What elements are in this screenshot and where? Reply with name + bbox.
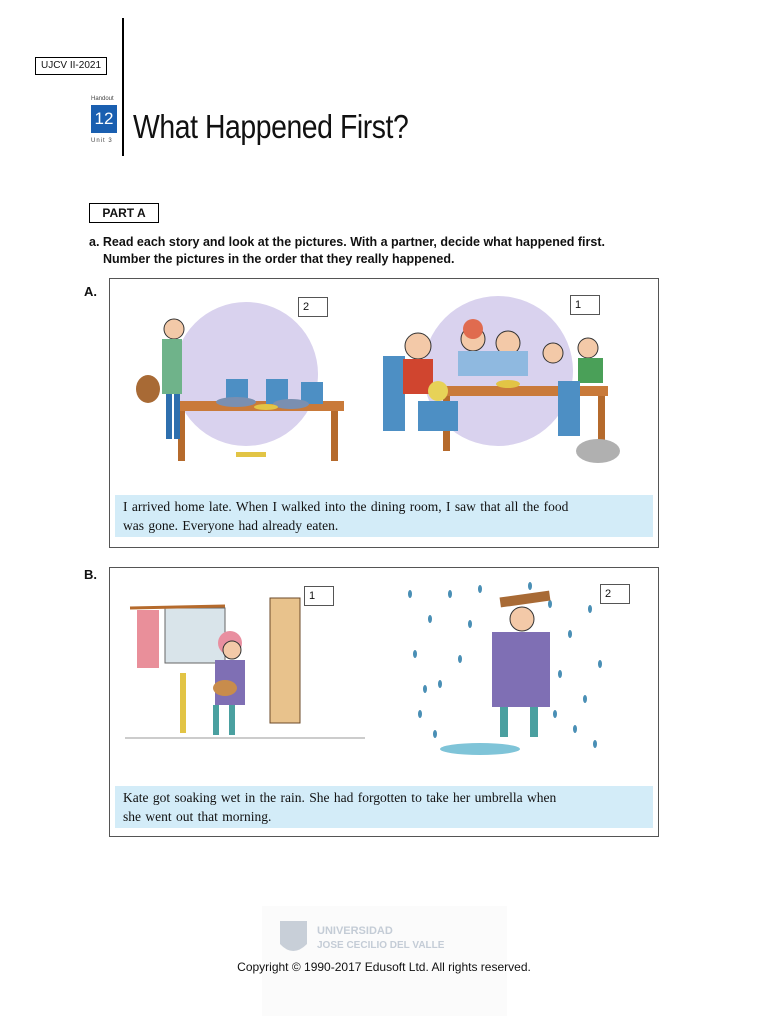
instruction-line-1: a. Read each story and look at the pictures. With a partner, decide what happened first. bbox=[89, 235, 605, 249]
section-a-caption-line-2: was gone. Everyone had already eaten. bbox=[123, 518, 339, 533]
instruction-line-2: Number the pictures in the order that they really happened. bbox=[103, 252, 455, 266]
section-b-caption-line-2: she went out that morning. bbox=[123, 809, 272, 824]
svg-text:UNIVERSIDAD: UNIVERSIDAD bbox=[317, 925, 393, 937]
section-a-caption-line-1: I arrived home late. When I walked into the dining room, I saw that all the food bbox=[123, 499, 569, 514]
section-a-panel bbox=[109, 278, 659, 548]
section-a-left-order-box[interactable]: 2 bbox=[298, 297, 328, 317]
leaving-home-illustration bbox=[125, 588, 365, 768]
page-title: What Happened First? bbox=[133, 108, 409, 145]
section-b-label: B. bbox=[84, 567, 97, 582]
section-a-caption bbox=[115, 495, 653, 537]
header-divider bbox=[122, 18, 124, 156]
instructions bbox=[89, 234, 669, 268]
svg-text:JOSE CECILIO DEL VALLE: JOSE CECILIO DEL VALLE bbox=[317, 940, 445, 951]
handout-number-badge: 12 bbox=[91, 105, 117, 133]
course-code-box: UJCV II-2021 bbox=[35, 57, 107, 75]
section-b-caption bbox=[115, 786, 653, 828]
copyright-footer: Copyright © 1990-2017 Edusoft Ltd. All rights reserved. bbox=[237, 960, 531, 974]
handout-label: Handout bbox=[91, 96, 114, 102]
section-b-right-order-box[interactable]: 2 bbox=[600, 584, 630, 604]
rain-soaked-illustration bbox=[400, 574, 610, 764]
part-label: PART A bbox=[89, 203, 159, 223]
empty-dining-table-illustration bbox=[116, 294, 366, 484]
family-eating-illustration bbox=[378, 291, 643, 486]
section-b-left-order-box[interactable]: 1 bbox=[304, 586, 334, 606]
section-b-caption-line-1: Kate got soaking wet in the rain. She had forgotten to take her umbrella when bbox=[123, 790, 557, 805]
section-b-panel bbox=[109, 567, 659, 837]
section-a-label: A. bbox=[84, 284, 97, 299]
unit-label: Unit 3 bbox=[91, 138, 113, 144]
section-a-right-order-box[interactable]: 1 bbox=[570, 295, 600, 315]
